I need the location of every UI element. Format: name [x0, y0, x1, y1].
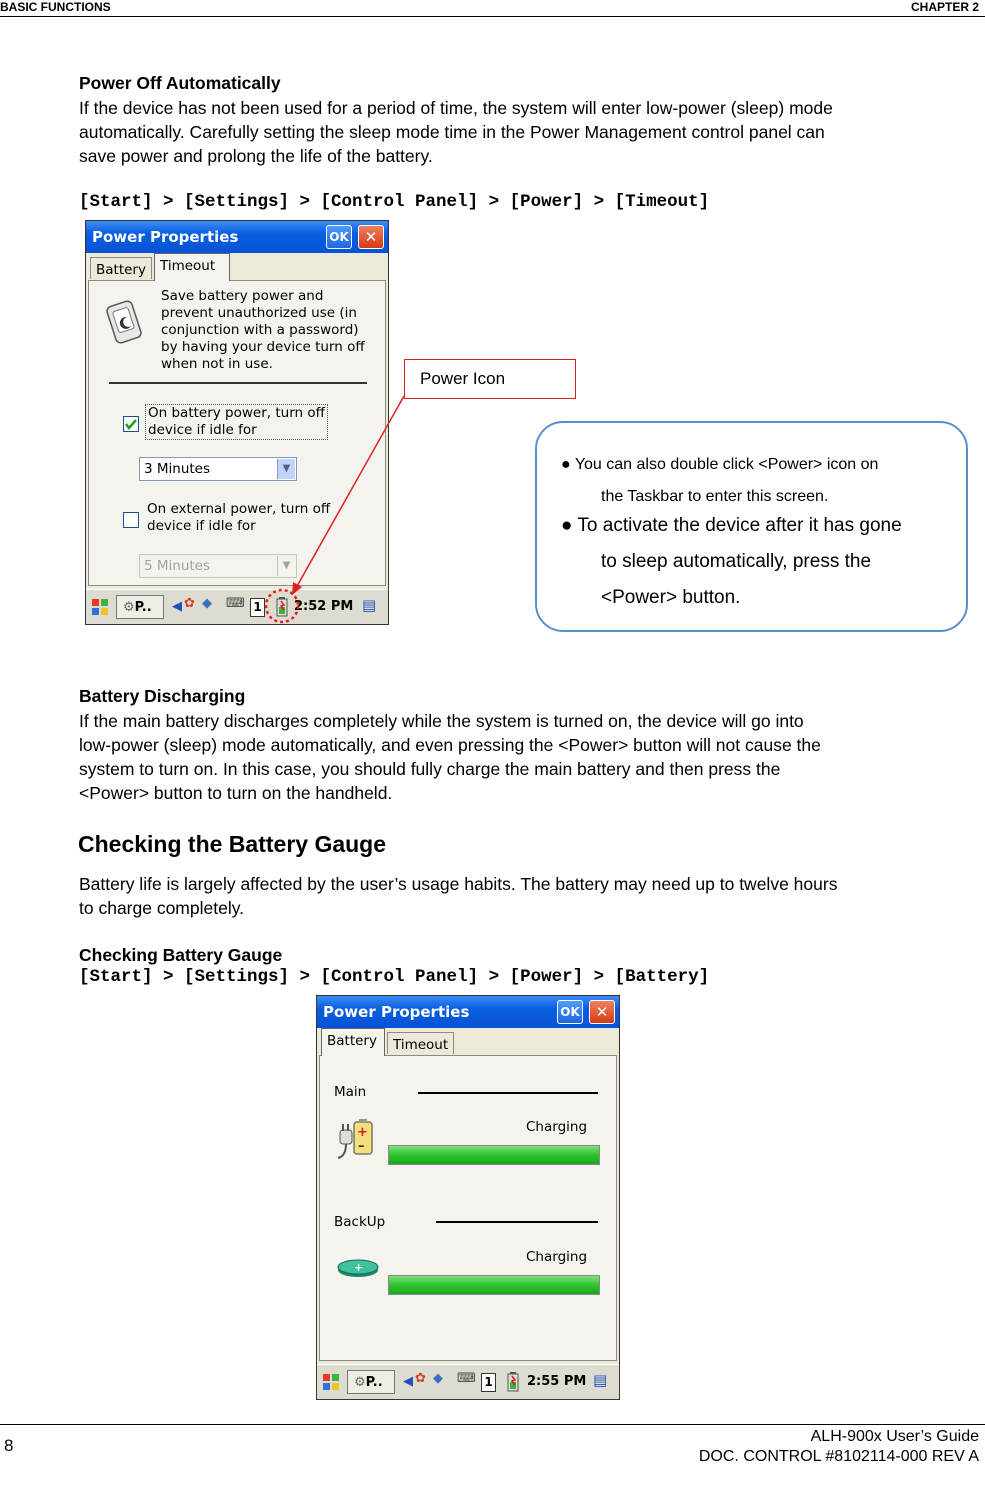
battery-power-checkbox[interactable]	[123, 416, 139, 432]
power-icon-pointer	[262, 388, 412, 628]
settings-icon: ⚙	[123, 600, 135, 615]
section-heading-battery-gauge: Checking the Battery Gauge	[78, 831, 387, 857]
battery-panel	[319, 1055, 617, 1361]
power-icon-highlight	[266, 590, 298, 622]
paragraph-line: save power and prolong the life of the battery.	[79, 146, 433, 166]
footer-rule	[0, 1424, 985, 1425]
section1-paragraph	[79, 96, 984, 168]
backup-battery-status: Charging	[526, 1249, 588, 1265]
external-power-checkbox[interactable]	[123, 512, 139, 528]
subheading-checking-battery-gauge: Checking Battery Gauge	[79, 945, 283, 965]
paragraph-line: If the device has not been used for a period of time, the system will enter low-power (sleep) mode	[79, 98, 833, 118]
ok-button[interactable]: OK	[557, 1000, 583, 1024]
description-line: when not in use.	[161, 356, 273, 372]
header-left: BASIC FUNCTIONS	[0, 0, 111, 14]
start-windows-icon[interactable]	[90, 597, 110, 617]
paragraph-line: system to turn on. In this case, you should fully charge the main battery and then press the	[79, 759, 781, 779]
description-line: by having your device turn off	[161, 339, 365, 355]
bullet-dot-icon: ●	[561, 456, 571, 473]
pointer-line	[296, 396, 404, 588]
paragraph-line: Battery life is largely affected by the user’s usage habits. The battery may need up to twelve hours	[79, 874, 838, 894]
taskbar	[317, 1364, 619, 1399]
chevron-down-icon[interactable]: ▼	[277, 459, 295, 479]
taskbar-app-button[interactable]	[347, 1370, 395, 1394]
paragraph-line: If the main battery discharges completely while the system is turned on, the device will go into	[79, 711, 804, 731]
paragraph-line: to charge completely.	[79, 898, 245, 918]
power-icon-label: Power Icon	[404, 359, 576, 399]
description-line: conjunction with a password)	[161, 322, 359, 338]
network-icon[interactable]: ◆	[433, 1371, 443, 1386]
option-line: device if idle for	[147, 518, 256, 534]
start-windows-icon[interactable]	[321, 1372, 341, 1392]
svg-text:+: +	[357, 1125, 368, 1140]
svg-text:–: –	[358, 1139, 365, 1154]
checkmark-icon	[124, 417, 138, 431]
tab-timeout[interactable]: Timeout	[387, 1032, 454, 1054]
note-callout	[535, 421, 968, 632]
keyboard-icon[interactable]: ⌨	[226, 596, 245, 611]
main-battery-plug-icon	[334, 1118, 382, 1162]
paragraph-line: <Power> button to turn on the handheld.	[79, 783, 393, 803]
ok-button[interactable]: OK	[326, 225, 352, 249]
close-button[interactable]: ✕	[589, 1000, 615, 1024]
option-line: device if idle for	[148, 422, 257, 438]
option-line: On battery power, turn off	[148, 405, 325, 421]
battery-power-icon[interactable]	[507, 1372, 519, 1392]
divider	[109, 382, 367, 384]
doc-control: DOC. CONTROL #8102114-000 REV A	[698, 1448, 979, 1465]
tray-icon[interactable]: ✿	[415, 1371, 426, 1386]
clock: 2:52 PM	[294, 599, 354, 614]
battery-idle-value: 3 Minutes	[144, 461, 211, 477]
main-battery-label: Main	[334, 1084, 367, 1100]
input-indicator[interactable]: 1	[250, 598, 265, 617]
taskbar-app-button[interactable]	[116, 595, 164, 619]
desktop-icon[interactable]: ▤	[593, 1371, 608, 1389]
tab-battery[interactable]: Battery	[90, 257, 152, 279]
svg-text:+: +	[354, 1261, 364, 1274]
page-number: 8	[4, 1436, 14, 1455]
network-icon[interactable]: ◆	[202, 596, 212, 611]
main-battery-gauge	[388, 1145, 600, 1165]
input-indicator[interactable]: 1	[481, 1373, 496, 1392]
arrow-left-icon[interactable]: ◀	[403, 1374, 413, 1389]
window-title: Power Properties	[92, 228, 239, 246]
section-heading-battery-discharging: Battery Discharging	[79, 686, 246, 706]
timeout-description	[161, 288, 365, 373]
note-bullet-2	[561, 508, 902, 616]
tab-battery[interactable]: Battery	[321, 1028, 385, 1056]
battery-path: [Start] > [Settings] > [Control Panel] > [Power] > [Battery]	[79, 967, 710, 987]
header-rule	[0, 16, 985, 17]
bullet-dot-icon: ●	[561, 515, 573, 536]
battery-window	[316, 995, 620, 1400]
window-title: Power Properties	[323, 1003, 470, 1021]
backup-battery-gauge	[388, 1275, 600, 1295]
sleep-device-icon	[105, 299, 145, 347]
backup-battery-rule	[436, 1221, 598, 1223]
note-line: To activate the device after it has gone	[577, 515, 902, 536]
guide-title: ALH-900x User’s Guide	[810, 1428, 979, 1445]
description-line: prevent unauthorized use (in	[161, 305, 357, 321]
clock: 2:55 PM	[527, 1374, 587, 1389]
tray-icon[interactable]: ✿	[184, 596, 195, 611]
keyboard-icon[interactable]: ⌨	[457, 1371, 476, 1386]
tab-timeout[interactable]: Timeout	[154, 253, 230, 281]
section3-paragraph	[79, 872, 984, 920]
note-line: You can also double click <Power> icon on	[574, 456, 879, 473]
backup-battery-label: BackUp	[334, 1214, 386, 1230]
desktop-icon[interactable]: ▤	[362, 596, 377, 614]
taskbar-app-label: P..	[134, 600, 152, 615]
pointer-arrowhead	[292, 582, 302, 595]
backup-battery-coin-icon	[334, 1256, 384, 1280]
external-idle-value: 5 Minutes	[144, 558, 211, 574]
paragraph-line: low-power (sleep) mode automatically, and even pressing the <Power> button will not cause the	[79, 735, 821, 755]
close-button[interactable]: ✕	[358, 225, 384, 249]
note-line: the Taskbar to enter this screen.	[601, 488, 829, 505]
header-right: CHAPTER 2	[910, 0, 979, 14]
main-battery-rule	[418, 1092, 598, 1094]
section2-paragraph	[79, 709, 984, 805]
arrow-left-icon[interactable]: ◀	[172, 599, 182, 614]
description-line: Save battery power and	[161, 288, 324, 304]
timeout-path: [Start] > [Settings] > [Control Panel] > [Power] > [Timeout]	[79, 192, 710, 212]
title-bar	[86, 221, 388, 253]
note-line: to sleep automatically, press the	[601, 551, 872, 572]
note-bullet-1	[561, 449, 878, 513]
option-line: On external power, turn off	[147, 501, 331, 517]
chevron-down-icon: ▼	[277, 556, 295, 576]
title-bar	[317, 996, 619, 1028]
footer-doc-info	[699, 1427, 979, 1467]
main-battery-status: Charging	[526, 1119, 588, 1135]
section-heading-power-off: Power Off Automatically	[79, 73, 281, 93]
taskbar-app-label: P..	[365, 1375, 383, 1390]
settings-icon: ⚙	[354, 1375, 366, 1390]
paragraph-line: automatically. Carefully setting the sleep mode time in the Power Management control panel can	[79, 122, 825, 142]
note-line: <Power> button.	[601, 587, 741, 608]
